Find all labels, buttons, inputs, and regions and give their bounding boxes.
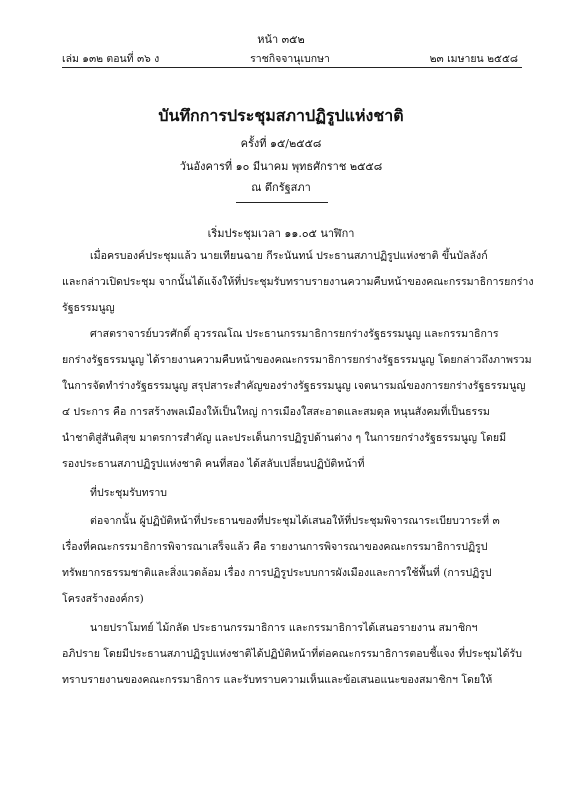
body-line: และกล่าวเปิดประชุม จากนั้นได้แจ้งให้ที่ประชุมรับทราบรายงานความคืบหน้าของคณะกรรมาธิการยกร่าง: [62, 276, 534, 288]
meeting-date: วันอังคารที่ ๑๐ มีนาคม พุทธศักราช ๒๕๕๘: [179, 160, 383, 173]
session-number: ครั้งที่ ๑๕/๒๕๕๘: [240, 137, 322, 150]
body-line: รัฐธรรมนูญ: [62, 302, 115, 314]
page-number: หน้า ๓๕๒: [257, 33, 305, 46]
document-title: บันทึกการประชุมสภาปฏิรูปแห่งชาติ: [158, 106, 404, 125]
body-line: ๔ ประการ คือ การสร้างพลเมืองให้เป็นใหญ่ การเมืองใสสะอาดและสมดุล หนุนสังคมที่เป็นธรรม: [62, 406, 490, 418]
gazette-name: ราชกิจจานุเบกษา: [250, 53, 330, 65]
publication-date: ๒๓ เมษายน ๒๕๕๘: [429, 53, 518, 65]
header-rule: [62, 67, 522, 68]
body-line: โครงสร้างองค์กร): [62, 593, 144, 605]
body-line: ที่ประชุมรับทราบ: [90, 487, 168, 499]
body-line: ในการจัดทำร่างรัฐธรรมนูญ สรุปสาระสำคัญของร่างรัฐธรรมนูญ เจตนารมณ์ของการยกร่างรัฐธรรมนูญ: [62, 380, 526, 392]
meeting-venue: ณ ตึกรัฐสภา: [251, 181, 311, 194]
volume-issue: เล่ม ๑๓๒ ตอนที่ ๓๖ ง: [62, 53, 160, 65]
body-line: รองประธานสภาปฏิรูปแห่งชาติ คนที่สอง ได้สลับเปลี่ยนปฏิบัติหน้าที่: [62, 458, 365, 470]
body-line: ต่อจากนั้น ผู้ปฏิบัติหน้าที่ประธานของที่ประชุมได้เสนอให้ที่ประชุมพิจารณาระเบียบวาระที่ ๓: [90, 515, 500, 527]
body-line: ทรัพยากรธรรมชาติและสิ่งแวดล้อม เรื่อง การปฏิรูประบบการผังเมืองและการใช้พื้นที่ (การปฏิรูป: [62, 567, 492, 579]
body-line: ศาสตราจารย์บวรศักดิ์ อุวรรณโณ ประธานกรรมาธิการยกร่างรัฐธรรมนูญ และกรรมาธิการ: [90, 328, 499, 340]
body-line: เรื่องที่คณะกรรมาธิการพิจารณาเสร็จแล้ว คือ รายงานการพิจารณาของคณะกรรมาธิการปฏิรูป: [62, 541, 488, 553]
body-line: นำชาติสู่สันติสุข มาตรการสำคัญ และประเด็นการปฏิรูปด้านต่าง ๆ ในการยกร่างรัฐธรรมนูญ โดยมี: [62, 432, 507, 444]
start-time: เริ่มประชุมเวลา ๑๑.๐๕ นาฬิกา: [207, 227, 355, 240]
body-line: เมื่อครบองค์ประชุมแล้ว นายเทียนฉาย กีระนันทน์ ประธานสภาปฏิรูปแห่งชาติ ขึ้นบัลลังก์: [90, 250, 488, 262]
title-separator: [236, 202, 328, 203]
body-line: ยกร่างรัฐธรรมนูญ ได้รายงานความคืบหน้าของคณะกรรมาธิการยกร่างรัฐธรรมนูญ โดยกล่าวถึงภาพรวม: [62, 354, 532, 366]
body-line: ทราบรายงานของคณะกรรมาธิการ และรับทราบความเห็นและข้อเสนอแนะของสมาชิกฯ โดยให้: [62, 674, 493, 686]
body-line: อภิปราย โดยมีประธานสภาปฏิรูปแห่งชาติได้ปฏิบัติหน้าที่ต่อคณะกรรมาธิการตอบชี้แจง ที่ประชุมได้รับ: [62, 648, 522, 660]
body-line: นายปราโมทย์ ไม้กลัด ประธานกรรมาธิการ และกรรมาธิการได้เสนอรายงาน สมาชิกฯ: [90, 622, 478, 634]
